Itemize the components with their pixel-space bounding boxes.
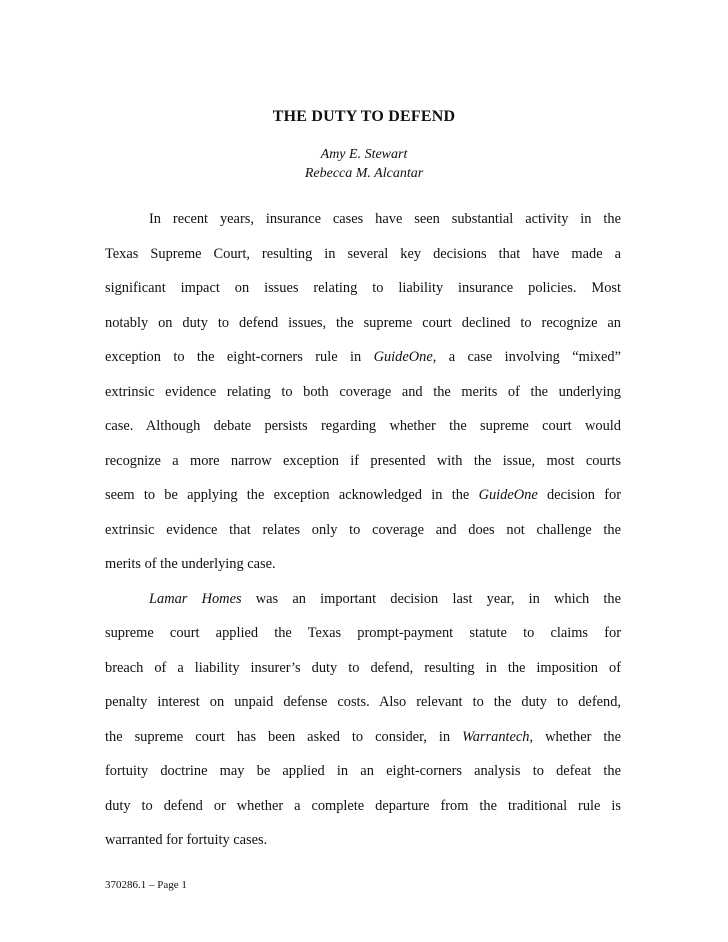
text-line (149, 590, 621, 608)
text-line (105, 521, 621, 539)
text-segment: seem to be applying the exception acknowledged in the (105, 487, 479, 503)
text-segment: significant impact on issues relating to liability insurance policies. Most (105, 280, 621, 296)
text-line (105, 693, 621, 711)
text-line (105, 245, 621, 263)
case-name: Lamar Homes (149, 590, 242, 607)
text-line (105, 383, 621, 401)
text-line (105, 762, 621, 780)
text-line (149, 210, 621, 228)
text-segment: recognize a more narrow exception if presented with the issue, most courts (105, 452, 621, 469)
document-title: THE DUTY TO DEFEND (272, 108, 456, 125)
text-segment: fortuity doctrine may be applied in an eight-corners analysis to defeat the (105, 763, 621, 779)
text-segment: case. Although debate persists regarding whether the supreme court would (105, 418, 621, 434)
text-segment: the supreme court has been asked to consider, in (105, 728, 463, 745)
text-segment: breach of a liability insurer’s duty to defend, resulting in the imposition of (105, 659, 621, 676)
text-line (105, 659, 621, 677)
text-segment: exception to the eight-corners rule in (105, 349, 374, 365)
text-segment: In recent years, insurance cases have seen substantial activity in the (149, 211, 621, 227)
text-segment: was an important decision last year, in which the (241, 590, 621, 607)
text-line (105, 417, 621, 435)
author-name: Amy E. Stewart (320, 147, 408, 162)
case-name: GuideOne (373, 349, 433, 365)
text-line (105, 555, 621, 573)
text-line (105, 348, 621, 366)
text-segment: duty to defend or whether a complete departure from the traditional rule is (105, 797, 621, 814)
text-segment: merits of the underlying case. (105, 556, 276, 572)
page-footer: 370286.1 – Page 1 (105, 879, 187, 891)
text-line (105, 452, 621, 470)
text-line (105, 831, 621, 849)
text-line (105, 624, 621, 642)
text-line (105, 797, 621, 815)
text-line (105, 314, 621, 332)
text-segment: warranted for fortuity cases. (105, 832, 268, 848)
text-segment: penalty interest on unpaid defense costs. Also relevant to the duty to defend, (105, 694, 621, 710)
case-name: GuideOne (478, 487, 538, 503)
text-line (105, 728, 621, 746)
case-name: Warrantech (462, 728, 530, 745)
author-name: Rebecca M. Alcantar (304, 166, 424, 181)
text-segment: supreme court applied the Texas prompt-payment statute to claims for (105, 625, 621, 641)
text-segment: decision for (537, 487, 621, 503)
text-line (105, 486, 621, 504)
text-segment: , a case involving “mixed” (432, 349, 621, 365)
text-segment: extrinsic evidence relating to both coverage and the merits of the underlying (105, 383, 621, 400)
text-segment: notably on duty to defend issues, the supreme court declined to recognize an (105, 314, 621, 331)
text-segment: , whether the (529, 728, 621, 745)
text-line (105, 279, 621, 297)
text-segment: Texas Supreme Court, resulting in several key decisions that have made a (105, 245, 621, 262)
text-segment: extrinsic evidence that relates only to coverage and does not challenge the (105, 521, 621, 538)
